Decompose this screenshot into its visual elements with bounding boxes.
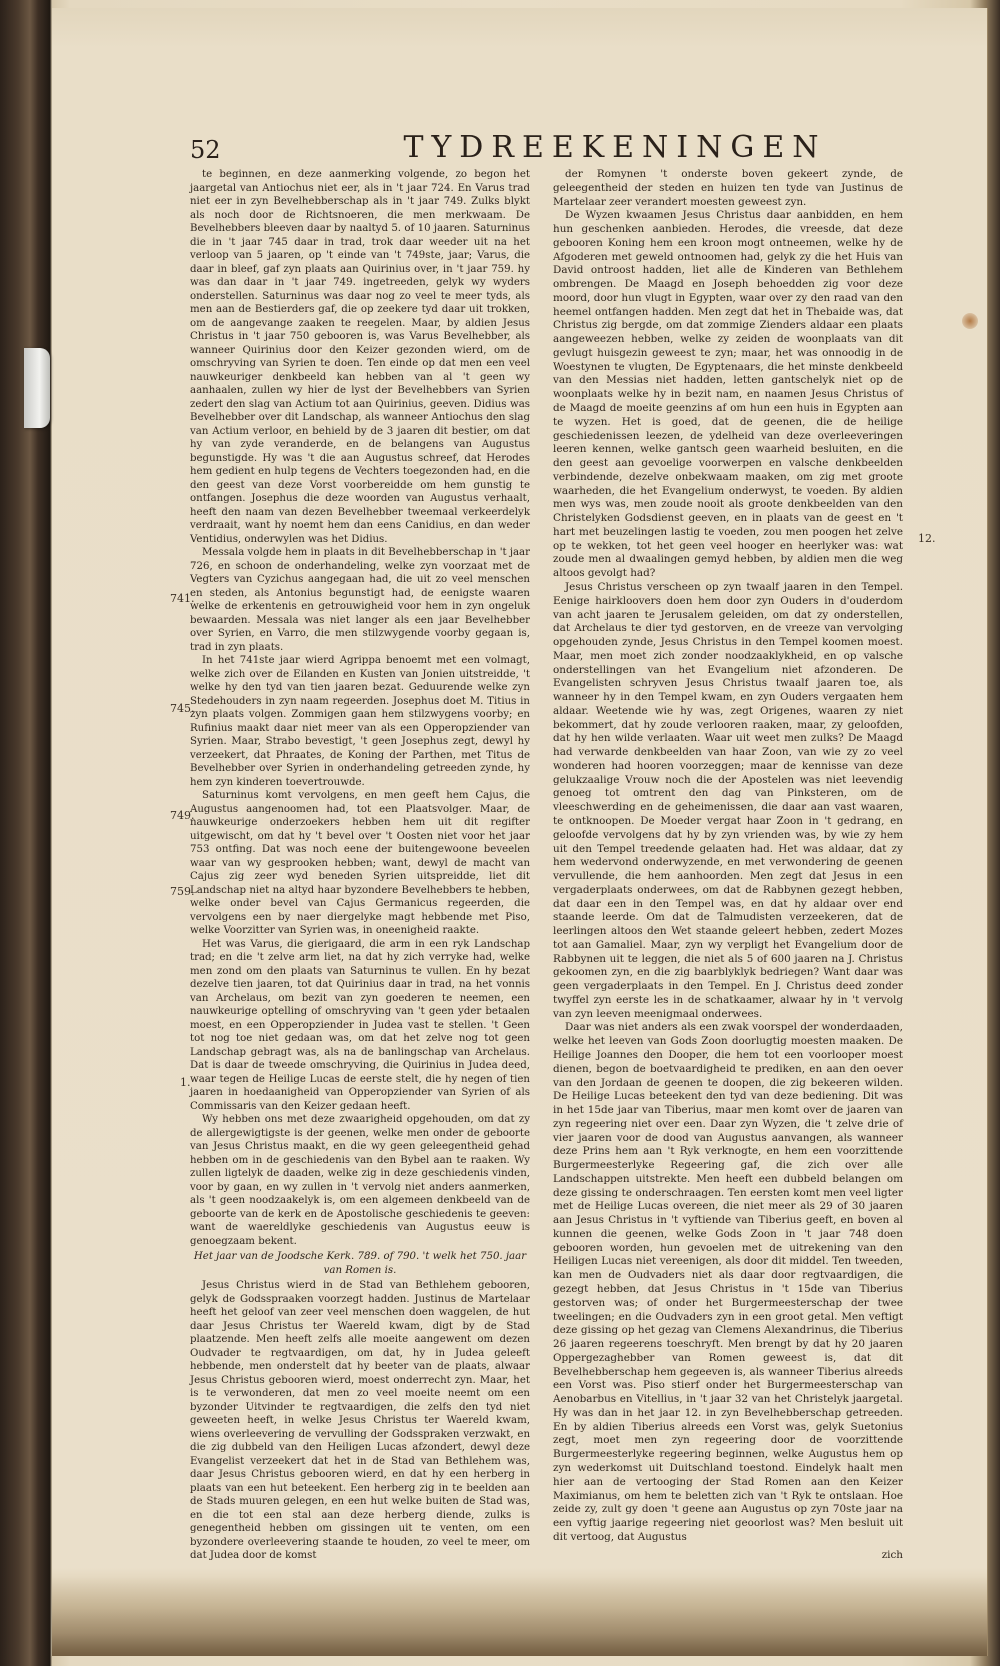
page-bottom-shadow <box>52 1576 987 1656</box>
margin-note-1: 1. <box>180 1076 191 1089</box>
page-number: 52 <box>190 136 221 164</box>
paragraph: In het 741ste jaar wierd Agrippa benoemt met een volmagt, welke zich over de Eilanden en Kusten van Jonien uitstreidde, 't welke hy den tyd van tien jaaren bezat. Geduurende welke zyn Stedehouders in zyn naam regeerden. Josephus doet M. Titius in zyn plaats volgen. Zommigen gaan hem stilzwygens voorby; en Rufinius maakt daar niet meer van als een Opperopziender van Syrien. Maar, Strabo bevestigt, 't geen Josephus zegt, dewyl hy verzeekert, dat Phraates, de Koning der Parthen, met Titus de Bevelhebber over Syrien in onderhandeling getreeden zynde, hy hem zyn kinderen toevertrouwde. <box>190 655 530 788</box>
margin-note-12: 12. <box>918 532 936 545</box>
margin-year-759: 759. <box>170 885 195 898</box>
page-stain <box>962 313 978 329</box>
paragraph: te beginnen, en deze aanmerking volgende, zo begon het jaargetal van Antiochus niet eer, als in 't jaar 724. En Varus trad niet eer in zyn Bevelhebberschap als in 't jaar 749. Zulks blykt als noch door de Richtsnoeren, die men merkwaam. De Bevelhebbers bleeven daar by naaltyd 5. of 10 jaaren. Saturninus die in 't jaar 745 daar in trad, trok daar weeder uit na het verloop van 5 jaaren, op 't einde van 't 749ste, jaar; Varus, die daar in bleef, gaf zyn plaats aan Quirinius over, in 't jaar 759. hy was dan daar in 't jaar 749. ingetreeden, gelyk wy wyders onderstellen. Saturninus was daar nog zo veel te meer tyds, als men aan de Bestierders gaf, die op zeekere tyd daar uit trokken, om de aangevange zaaken te reegelen. Maar, by aldien Jesus Christus in 't jaar 750 gebooren is, was Varus Bevelhebber, als wanneer Quirinius door den Keizer gezonden wierd, om de omschryving van Syrien te doen. Ten einde op dat men een veel nauwkeuriger denkbeeld kan hebben van al 't geen wy aanhaalen, zullen wy hier de lyst der Bevelhebbers van Syrien zedert den slag van Actium tot aan Quirinius, geeven. Didius was Bevelhebber over dit Landschap, als wanneer Antiochus den slag van Actium verloor, en behield by de 3 jaaren dit bestier, om dat hy van zyde veranderde, en de belangens van Augustus begunstigde. Hy was 't die aan Augustus schreef, dat Herodes hem gedient en hulp tegens de Vechters toegezonden had, en die den geest van deze Vorst voorbereidde om hem gunstig te ontfangen. Josephus die deze woorden van Augustus verhaalt, heeft den naam van dezen Bevelhebber tweemaal verkeerdelyk verdraait, want hy noemt hem dan eens Canidius, en dan weder Ventidius, onderwylen was het Didius. <box>190 169 530 545</box>
page-header <box>190 130 970 170</box>
paragraph: Wy hebben ons met deze zwaarigheid opgehouden, om dat zy de allergewigtigste is der geenen, welke men onder de geboorte van Jesus Christus maakt, en die wy geen geleegentheid gehad hebben om in de geschiedenis van den Bybel aan te raaken. Wy zullen ligtelyk de daaden, welke zig in deze geschiedenis vinden, voor by gaan, en wy zullen in 't vervolg niet anders aanmerken, als 't geen noodzaakelyk is, om een algemeen denkbeeld van de geboorte van de kerk en de Apostolische geschiedenis te geeven: want de waereldlyke geschiedenis van Augustus eeuw is genoegzaam bekent. <box>190 1114 530 1247</box>
running-title: TYDREEKENINGEN <box>403 130 827 165</box>
catchword: zich <box>881 1548 903 1561</box>
right-column <box>553 168 903 1562</box>
paragraph: Jesus Christus verscheen op zyn twaalf jaaren in den Tempel. Eenige hairkloovers doen hem door zyn Ouders in d'ouderdom van acht jaaren te Jerusalem geleiden, om dat zy onderstellen, dat Archelaus te dier tyd gestorven, en de vreeze van vervolging opgehouden zynde, Jesus Christus in den Tempel koomen moest. Maar, men moet zich zonder noodzaaklykheid, en op valsche onderstellingen van het Evangelium niet afzonderen. De Evangelisten schryven Jesus Christus twaalf jaaren toe, als wanneer hy in den Tempel kwam, en zyn Ouders vergaaten hem aldaar. Weetende wie hy was, zegt Origenes, waaren zy niet bekommert, dat hy zoude verlooren raaken, maar, zy geloofden, dat hy hen wilde verlaaten. Waar uit weet men zulks? De Maagd had verwarde denkbeelden van haar Zoon, van wie zy zo veel wonderen had hooren voorzeggen; maar de kennisse van deze gelukzaalige Vrouw noch die der Apostelen was niet leevendig genoeg tot omtrent den dag van Pinksteren, om de vleeschwerding en de geheimenissen, die daar aan vast waaren, te ontknoopen. De Moeder vergat haar Zoon in 't gedrang, en geloofde vervolgens dat hy by zyn vrienden was, by wie zy hem uit den Tempel treedende gelaaten had. Het was aldaar, dat zy hem wedervond onderwyzende, en met verwondering de geenen vervullende, die hem aanhoorden. Men zegt dat Jesus in een vergaderplaats onderwees, om dat de Rabbynen gezegt hebben, dat daar een in den Tempel was, en dat hy aldaar over end staande leerde. Om dat de Talmudisten verzeekeren, dat de leerlingen altoos den Wet staande geleert hebben, zedert Mozes tot aan Gamaliel. Maar, zyn wy verpligt het Evangelium door de Rabbynen uit te leggen, die niet als 5 of 600 jaaren na J. Christus gekoomen zyn, en die zig baarblyklyk bedriegen? Want daar was geen vergaderplaats in den Tempel. En J. Christus deed zonder twyffel zyn eerste les in de schatkaamer, alwaar hy in 't vervolg van zyn leeven meenigmaal onderwees. <box>553 580 903 1020</box>
paragraph: Daar was niet anders als een zwak voorspel der wonderdaaden, welke het leeven van Gods Zoon doorlugtig moesten maaken. De Heilige Joannes den Dooper, die hem tot een voorlooper moest dienen, begon de boetvaardigheid te prediken, en aan den oever van den Jordaan de geenen te doopen, die zig bekeeren wilden. De Heilige Lucas beteekent den tyd van deze bediening. Dit was in het 15de jaar van Tiberius, maar men komt over de jaaren van zyn regeering niet over een. Daar zyn Wyzen, die 't zelve drie of vier jaaren voor de dood van Augustus aanvangen, als wanneer deze Prins hem aan 't Ryk verknogte, en hem een voorzittende Burgermeesterlyke Regeering gaf, die zich over alle Landschappen uitstrekte. Men heeft een dubbeld belangen om deze gissing te onderschraagen. Ten eersten komt men veel ligter met de Heilige Lucas overeen, die niet meer als 29 of 30 jaaren aan Jesus Christus in 't vyftiende van Tiberius geeft, en boven al kunnen die geenen, welke Gods Zoon in 't jaar 748 doen gebooren worden, hun gevoelen met de uitrekening van den Heiligen Lucas niet vereenigen, als door dit middel. Ten tweeden, kan men de Oudvaders niet als daar door regtvaardigen, die gezegt hebben, dat Jesus Christus in 't 15de van Tiberius gestorven was; of onder het Burgermeesterschap der twee tweelingen; en die Oudvaders zyn in een groot getal. Men veftigt deze gissing op het gezag van Clemens Alexandrinus, die Tiberius 26 jaaren regeerens toeschryft. Men brengt by dat hy 20 jaaren Oppergezaghebber van Romen geweest is, dat dit Bevelhebberschap hem gegeeven is, als wanneer Tiberius alreeds een Vorst was. Piso stierf onder het Burgermeesterschap van Aenobarbus en Vitellius, in 't jaar 32 van het Christelyk jaargetal. Hy was dan in het jaar 12. in zyn Bevelhebberschap getreeden. En by aldien Tiberius alreeds een Vorst was, gelyk Suetonius zegt, moet men zyn regeering door de voorzittende Burgermeesterlyke regeering beginnen, welke Augustus hem op zyn wederkomst uit Duitschland toestond. Eindelyk haalt men hier aan de vertooging der Stad Romen aan den Keizer Maximianus, om hem te beletten zich van 't Ryk te ontslaan. Hoe zeide zy, zult gy doen 't geene aan Augustus op zyn 70ste jaar na een vyftig jaarige regeering niet geoorlost was? Men besluit uit dit vertoog, dat Augustus <box>553 1021 903 1543</box>
paragraph: der Romynen 't onderste boven gekeert zynde, de geleegentheid der steden en huizen ten tyde van Justinus de Martelaar zeer verandert moesten geweest zyn. <box>553 168 903 208</box>
margin-year-745: 745. <box>170 702 195 715</box>
paragraph: De Wyzen kwaamen Jesus Christus daar aanbidden, en hem hun geschenken aanbieden. Herodes, die vreesde, dat deze gebooren Koning hem een kroon mogt ontneemen, welke hy de Afgoderen met geweld ontnoomen had, gelyk zy die het Huis van David ontroost hadden, liet alle de Kinderen van Bethlehem ombrengen. De Maagd en Joseph behoedden zig voor deze moord, door hun vlugt in Egypten, waar over zy den raad van den heemel ontfangen hadden. Men zegt dat het in Thebaide was, dat Christus zig bergde, om dat zommige Zienders aldaar een plaats aangeweezen hebben, welke zy zeiden de woonplaats van dit gevlugt huisgezin geweest te zyn; maar, het was onnoodig in de Woestynen te vlugten, De Egyptenaars, die het minste denkbeeld van den Messias niet hadden, letten gantschelyk niet op de woonplaats welke hy in bezit nam, en naamen Jesus Christus of de Maagd de moeite geenzins af om hun een huis in Egypten aan te wyzen. Het is goed, dat de geenen, die de heilige geschiedenissen leezen, de ydelheid van deze overleeveringen leeren kennen, welke gantsch geen waarheid besluiten, en die den geest aan gevoelige voorwerpen en valsche denkbeelden verbindende, dezelve onbekwaam maaken, om zig met groote waarheden, die het Evangelium onderwyst, te voeden. By aldien men wys was, men zoude nooit als groote denkbeelden van den Christelyken Godsdienst geeven, en in plaats van de geest en 't hart met beuzelingen lastig te voeden, zou men poogen het zelve op te wekken, tot het geen veel hooger en heerlyker was: wat zoude men al dwaalingen gemyd hebben, by aldien men die weg altoos gevolgt had? <box>553 209 903 580</box>
page-clip <box>24 348 50 428</box>
paragraph: Messala volgde hem in plaats in dit Bevelhebberschap in 't jaar 726, en schoon de onderhandeling, welke zyn voorzaat met de Vegters van Cyzichus aangegaan had, die uit zo veel menschen en steden, als Antonius begunstigt had, de eenigste waaren welke de erkentenis en getrouwigheid voor hem in zyn ongeluk bewaarden. Messala was niet langer als een jaar Bevelhebber over Syrien, en Varro, die men stilzwygende voorby gegaan is, trad in zyn plaats. <box>190 547 531 653</box>
margin-year-749: 749. <box>170 809 195 822</box>
section-heading: Het jaar van de Joodsche Kerk. 789. of 790. 't welk het 750. jaar van Romen is. <box>193 1251 527 1276</box>
paragraph: Saturninus komt vervolgens, en men geeft hem Cajus, die Augustus aangenoomen had, tot een Plaatsvolger. Maar, de nauwkeurige onderzoekers hebben hem uit dit regifter uitgewischt, om dat hy 't bevel over 't Oosten niet voor het jaar 753 ontfing. Dat was noch eene der buitengewoone beveelen waar van wy gesprooken hebben; want, dewyl de macht van Cajus zig zeer wyd beneden Syrien uitspreidde, liet dit Landschap niet na altyd haar byzondere Bevelhebbers te hebben, welke onder bevel van Cajus Germanicus regeerden, die vervolgens een by naer diergelyke magt hebbende met Piso, welke Voorzitter van Syrien was, in oneenigheid raakte. <box>190 790 530 936</box>
paragraph: Jesus Christus wierd in de Stad van Bethlehem gebooren, gelyk de Godsspraaken voorzegt hadden. Justinus de Martelaar heeft het geloof van zeer veel menschen doen waggelen, de hut daar Jesus Christus ter Waereld kwam, digt by de Stad plaatzende. Men heeft zelfs alle moeite aangewent om dezen Oudvader te regtvaardigen, om dat, hy in Judea geleeft hebbende, men onderstelt dat hy beeter van de plaats, alwaar Jesus Christus gebooren wierd, moest onderrecht zyn. Maar, het is te verwonderen, dat men zo veel moeite neemt om een byzonder Uitvinder te regtvaardigen, die zelfs den tyd niet geweeten heeft, in welke Jesus Christus ter Waereld kwam, wiens overleevering de vervulling der Godsspraken verzwakt, en die zig dubbeld van den Heiligen Lucas afzondert, dewyl deze Evangelist verzeekert dat het in de Stad van Bethlehem was, daar Jesus Christus gebooren wierd, en dat hy een herberg in plaats van een hut beteekent. Een herberg zig in te beelden aan de Stads muuren gelegen, en een hut welke buiten de Stad was, en die tot een stal aan deze herberg diende, zulks is genegentheid hebben om gissingen uit te venten, om een byzondere overleevering staande te houden, zo veel te meer, om dat Judea door de komst <box>190 1280 530 1561</box>
margin-year-741: 741. <box>170 592 195 605</box>
left-column <box>190 168 530 1563</box>
paragraph: Het was Varus, die gierigaard, die arm in een ryk Landschap trad; en die 't zelve arm liet, na dat hy zich verryke had, welke men zond om den plaats van Saturninus te vullen. En hy bezat dezelve tien jaaren, tot dat Quirinius daar in trad, na het vonnis van Archelaus, om bezit van zyn goederen te neemen, een nauwkeurige optelling of omschryving van 't geen yder betaalen moest, en een Opperopziender in Judea vast te stellen. 't Geen tot nog toe niet gedaan was, om dat het zelve nog tot geen Landschap gebragt was, als na de banlingschap van Archelaus. Dat is daar de tweede omschryving, die Quirinius in Judea deed, waar tegen de Heilige Lucas de eerste stelt, die hy negen of tien jaaren in hoedaanigheid van Opperopziender van Syrien of als Commissaris van den Keizer gedaan heeft. <box>190 938 530 1112</box>
